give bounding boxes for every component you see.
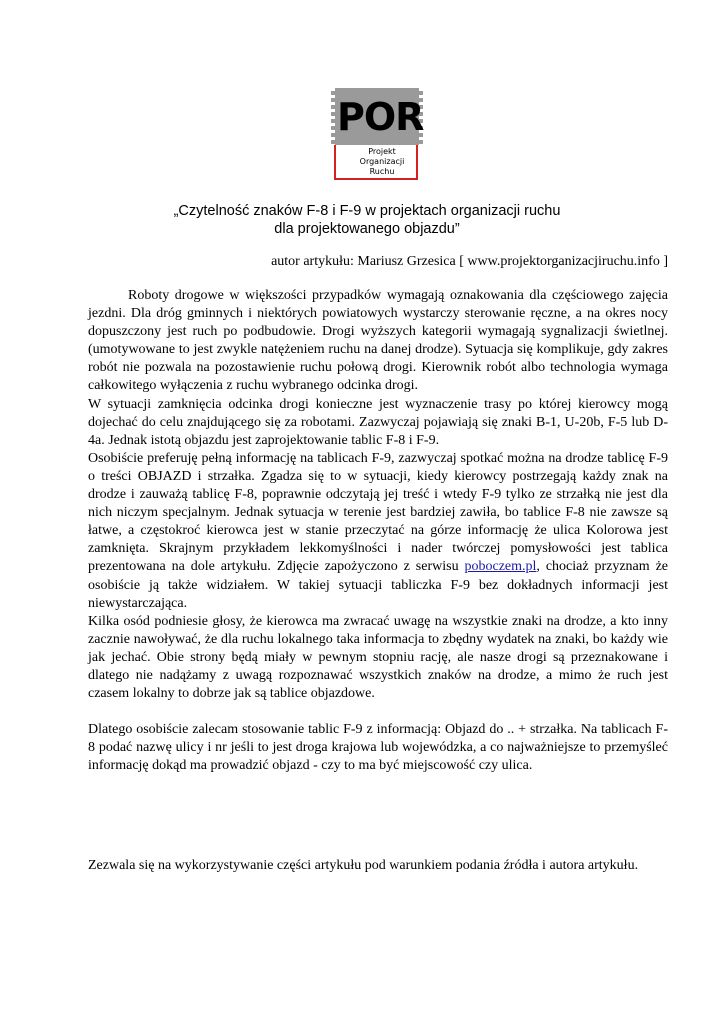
logo-caption [352,147,412,177]
logo-caption-box [334,145,418,180]
paragraph: Kilka osód podniesie głosy, że kierowca ma zwracać uwagę na wszystkie znaki na drodze, a kto inny zacznie nawoływać, że dla ruchu lokalnego taka informacja to zbędny wydatek na znaki, bo każdy wie jak jechać. Obie strony będą miały w pewnym stopniu rację, ale nasze drogi są przeznakowane i dlatego nie nadążamy z uwagą rozpoznawać wszystkich znaków na drodze, a mimo że ruch jest czasem lokalny to dobrze jak są tablice objazdowe. [88,613,668,702]
footer-note: Zezwala się na wykorzystywanie części artykułu pod warunkiem podania źródła i autora artykułu. [88,858,639,873]
logo-caption-line: Ruchu [369,167,395,176]
paragraph-text: , chociaż przyznam że osobiście ją także widziałem. W takiej sytuacji tabliczka F-9 bez dokładnych informacji jest niewystarczająca. [88,559,668,611]
author-line: autor artykułu: Mariusz Grzesica [ www.projektorganizacjiruchu.info ] [271,254,668,269]
spacer [88,703,668,721]
article-body [88,287,668,775]
logo-film-strip-left [331,88,335,145]
title-line: „Czytelność znaków F-8 i F-9 w projektach organizacji ruchu [173,203,561,219]
paragraph-text: Osobiście preferuję pełną informację na tablicach F-9, zazwyczaj spotkać można na drodze tablicę F-9 o treści OBJAZD i strzałka. Zgadza się to w sytuacji, kiedy kierowcy postrzegają każdy znak na drodze i zauważą tablicę F-8, poprawnie odczytają jej treść i wtedy F-9 tylko ze strzałką nie jest dla nich niczym specjalnym. Jednak sytuacja w terenie jest bardziej zawiła, bo tablice F-8 nie zawsze są łatwe, a częstokroć kierowca jest w stanie przeczytać na górze informację że ulica Kolorowa jest zamknięta. Skrajnym przykładem lekkomyślności i nader twórczej pomysłowości jest tablica prezentowana na dole artykułu. Zdjęcie zapożyczono z serwisu [88,450,668,575]
logo-letters: POR [337,95,424,139]
paragraph: Roboty drogowe w większości przypadków wymagają oznakowania dla częściowego zajęcia jezdni. Dla dróg gminnych i niektórych powiatowych wystarczy sterowanie ręczne, a na okres nocy dopuszczony jest ruch po podbudowie. Drogi wyższych kategorii wymagają sygnalizacji świetlnej. (umotywowane to jest zwykle natężeniem ruchu na danej drodze). Sytuacja się komplikuje, gdy zakres robót nie pozwala na pozostawienie ruchu połową drogi. Kierownik robót albo technologia wymaga całkowitego wyłączenia z ruchu wybranego odcinka drogi. [88,288,668,394]
por-logo [331,88,423,182]
paragraph: W sytuacji zamknięcia odcinka drogi konieczne jest wyznaczenie trasy po której kierowcy mogą dojechać do celu znajdującego się za robotami. Zazwyczaj pojawiają się znaki B-1, U-20b, F-5 lub D-4a. Jednak istotą objazdu jest zaprojektowanie tablic F-8 i F-9. [88,396,668,448]
paragraph [88,450,668,613]
paragraph: Dlatego osobiście zalecam stosowanie tablic F-9 z informacją: Objazd do .. + strzałka. Na tablicach F-8 podać nazwę ulicy i nr jeśli to jest droga krajowa lub wojewódzka, a co najważniejsze to przemyśleć informację dokąd ma prowadzić objazd - czy to ma być miejscowość czy ulica. [88,722,668,774]
poboczem-link[interactable]: poboczem.pl [464,559,537,575]
logo-caption-line: Projekt [368,147,396,156]
article-title [90,202,644,238]
title-line: dla projektowanego objazdu” [274,221,460,237]
logo-caption-line: Organizacji [359,157,405,166]
